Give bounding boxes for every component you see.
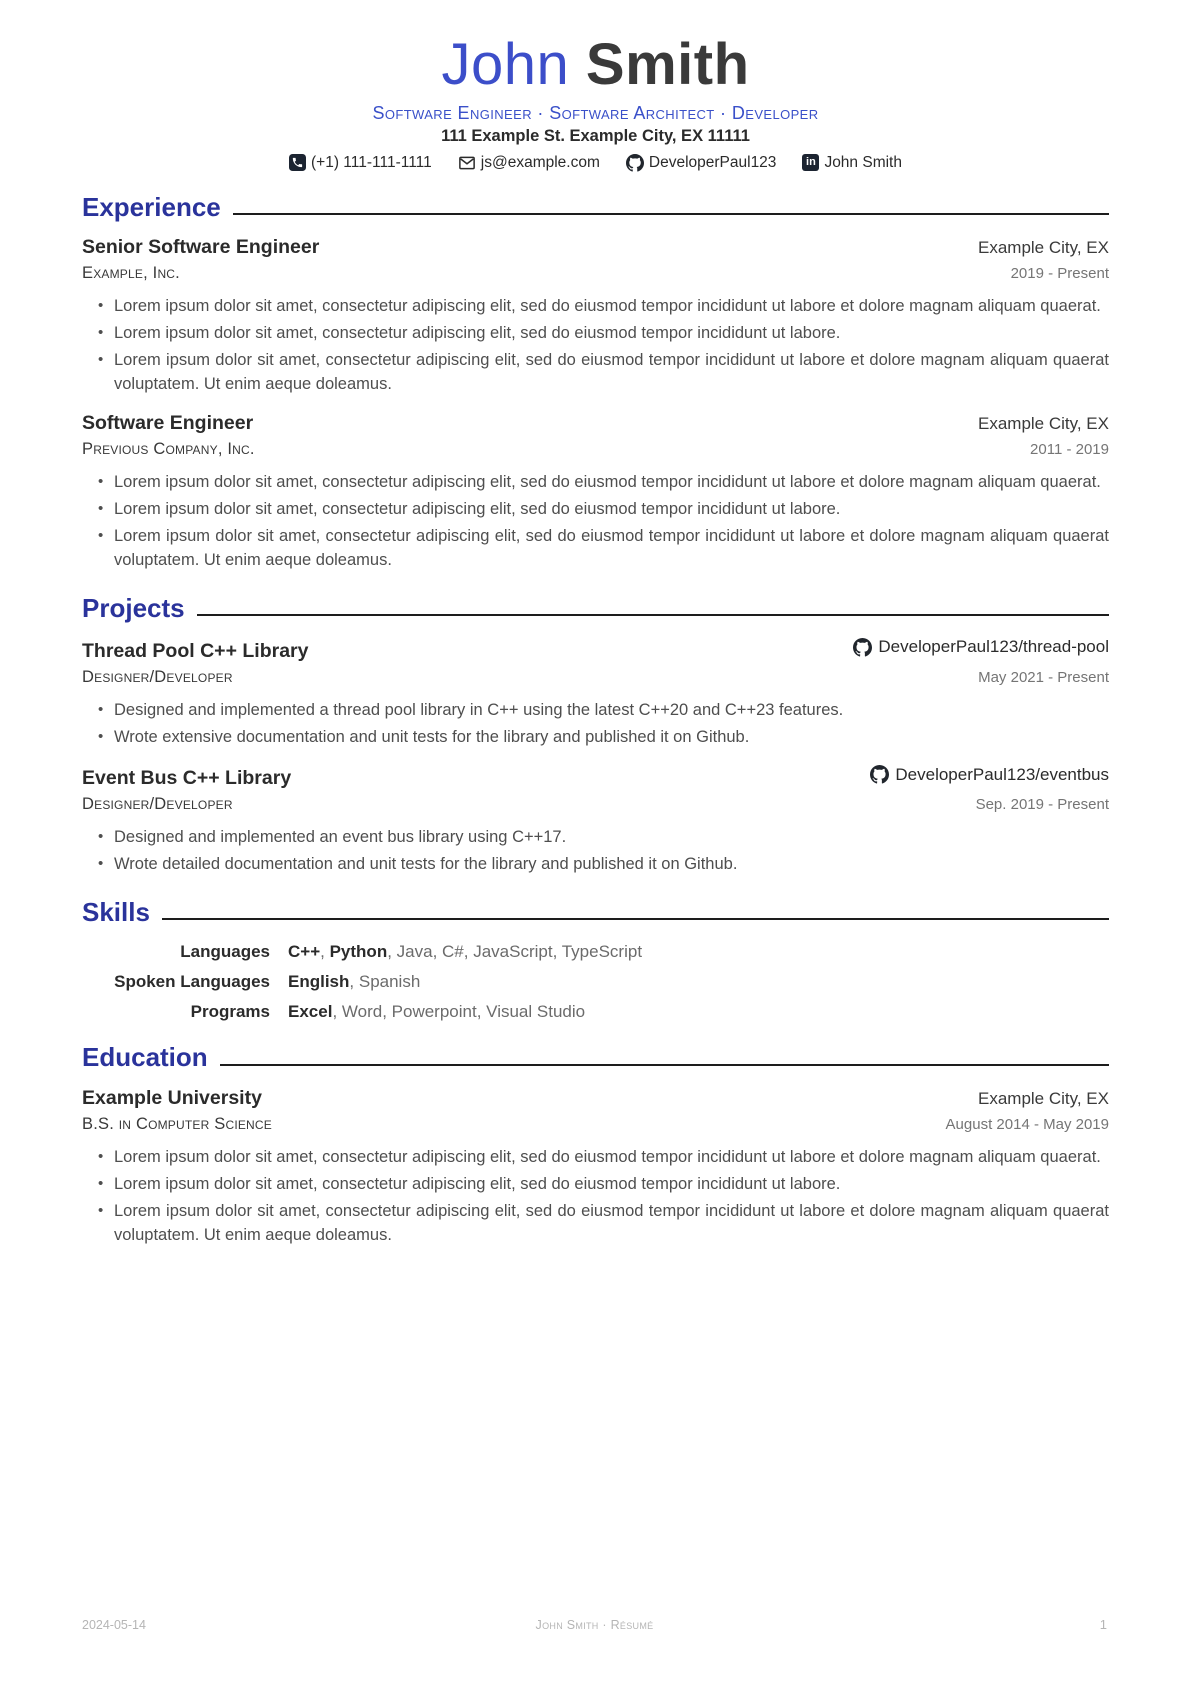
skill-row-values: C++, Python, Java, C#, JavaScript, TypeScript <box>288 942 643 962</box>
section-title: Projects <box>82 592 185 623</box>
job-dates: 2011 - 2019 <box>1030 440 1109 458</box>
bullet-item: • Lorem ipsum dolor sit amet, consectetur adipiscing elit, sed do eiusmod tempor incididunt ut labore et dolore magnam aliquam quaerat. <box>97 1146 1109 1170</box>
skills-table <box>82 942 1109 1022</box>
footer-title: John Smith · Résumé <box>535 1618 654 1632</box>
bullet-item: • Lorem ipsum dolor sit amet, consectetur adipiscing elit, sed do eiusmod tempor incididunt ut labore. <box>97 498 1109 522</box>
section-heading-experience <box>82 193 1109 222</box>
education-entry <box>82 1087 1109 1248</box>
bullet-item: • Lorem ipsum dolor sit amet, consectetur adipiscing elit, sed do eiusmod tempor incididunt ut labore et dolore magnam aliquam quaerat voluptatem. Ut enim aeque doleamus. <box>97 525 1109 573</box>
github-icon <box>853 638 872 657</box>
job-location: Example City, EX <box>977 413 1109 433</box>
linkedin-link[interactable] <box>802 154 902 172</box>
job-title: Software Engineer <box>82 411 254 434</box>
linkedin-name: John Smith <box>824 153 902 171</box>
page-footer <box>82 1617 1107 1632</box>
section-rule <box>233 213 1109 215</box>
skill-item: JavaScript <box>473 942 553 962</box>
project-role: Designer/Developer <box>82 667 233 686</box>
job-location: Example City, EX <box>977 238 1109 258</box>
github-username: DeveloperPaul123 <box>648 153 777 171</box>
bullet-item: • Lorem ipsum dolor sit amet, consectetur adipiscing elit, sed do eiusmod tempor incididunt ut labore et dolore magnam aliquam quaerat. <box>97 295 1109 319</box>
project-title: Thread Pool C++ Library <box>82 639 309 662</box>
skill-item: C# <box>442 942 464 962</box>
project-dates: May 2021 - Present <box>978 668 1109 686</box>
education-bullets <box>97 1146 1109 1248</box>
github-link[interactable] <box>626 154 777 172</box>
section-projects <box>82 594 1109 877</box>
skill-item: Visual Studio <box>486 1002 586 1022</box>
bullet-item: • Lorem ipsum dolor sit amet, consectetur adipiscing elit, sed do eiusmod tempor incididunt ut labore et dolore magnam aliquam quaerat voluptatem. Ut enim aeque doleamus. <box>97 1200 1109 1248</box>
skill-item: Python <box>329 942 388 962</box>
section-education <box>82 1043 1109 1247</box>
phone-link[interactable] <box>289 154 432 172</box>
project-dates: Sep. 2019 - Present <box>975 796 1109 814</box>
github-icon <box>626 154 644 172</box>
section-title: Experience <box>82 191 221 222</box>
school-location: Example City, EX <box>977 1089 1109 1109</box>
project-bullets <box>97 699 1109 750</box>
address-line: 111 Example St. Example City, EX 11111 <box>441 126 750 145</box>
bullet-item: • Designed and implemented a thread pool library in C++ using the latest C++20 and C++23 features. <box>97 699 1109 723</box>
section-rule <box>162 918 1109 920</box>
repo-name: DeveloperPaul123/eventbus <box>895 764 1109 784</box>
project-repo-link[interactable] <box>853 637 1109 657</box>
skill-row-values: Excel, Word, Powerpoint, Visual Studio <box>288 1002 586 1022</box>
project-entry <box>82 637 1109 749</box>
repo-name: DeveloperPaul123/thread-pool <box>878 637 1109 657</box>
section-rule <box>220 1064 1109 1066</box>
footer-page-number: 1 <box>1099 1617 1107 1632</box>
skill-row-label: Programs <box>190 1002 270 1022</box>
job-bullets <box>97 295 1109 397</box>
email-link[interactable] <box>458 154 600 172</box>
skill-item: Java <box>396 942 433 962</box>
degree-name: B.S. in Computer Science <box>82 1115 272 1134</box>
skill-item: Spanish <box>358 972 421 992</box>
section-heading-projects <box>82 594 1109 623</box>
project-role: Designer/Developer <box>82 795 233 814</box>
footer-date: 2024-05-14 <box>82 1618 146 1632</box>
contact-row <box>82 154 1109 172</box>
project-entry <box>82 765 1109 877</box>
phone-number: (+1) 111-111-1111 <box>311 153 432 171</box>
section-title: Skills <box>82 896 150 927</box>
project-bullets <box>97 826 1109 877</box>
section-heading-skills <box>82 898 1109 927</box>
bullet-item: • Lorem ipsum dolor sit amet, consectetur adipiscing elit, sed do eiusmod tempor incididunt ut labore. <box>97 1173 1109 1197</box>
phone-icon <box>289 154 306 171</box>
first-name: John <box>441 32 570 97</box>
section-heading-education <box>82 1043 1109 1072</box>
role-subtitle: Software Engineer · Software Architect · Developer <box>372 102 819 123</box>
skill-item: English <box>288 972 350 992</box>
company-name: Previous Company, Inc. <box>82 439 255 458</box>
experience-entry <box>82 412 1109 573</box>
email-icon <box>458 154 476 172</box>
job-title: Senior Software Engineer <box>82 236 320 259</box>
resume-header <box>82 34 1109 172</box>
experience-entry <box>82 236 1109 397</box>
section-rule <box>197 614 1109 616</box>
job-dates: 2019 - Present <box>1010 265 1109 283</box>
email-address: js@example.com <box>480 153 600 171</box>
bullet-item: • Wrote detailed documentation and unit tests for the library and published it on Github. <box>97 853 1109 877</box>
bullet-item: • Lorem ipsum dolor sit amet, consectetur adipiscing elit, sed do eiusmod tempor incididunt ut labore et dolore magnam aliquam quaerat voluptatem. Ut enim aeque doleamus. <box>97 349 1109 397</box>
skill-item: Powerpoint <box>391 1002 477 1022</box>
company-name: Example, Inc. <box>82 264 180 283</box>
last-name: Smith <box>585 32 750 97</box>
skill-row-label: Languages <box>180 942 270 962</box>
project-title: Event Bus C++ Library <box>82 767 292 790</box>
candidate-name <box>82 34 1109 97</box>
bullet-item: • Lorem ipsum dolor sit amet, consectetur adipiscing elit, sed do eiusmod tempor incididunt ut labore et dolore magnam aliquam quaerat. <box>97 471 1109 495</box>
bullet-item: • Wrote extensive documentation and unit tests for the library and published it on Github. <box>97 726 1109 750</box>
github-icon <box>870 765 889 784</box>
skill-item: C++ <box>288 942 321 962</box>
job-bullets <box>97 471 1109 573</box>
skill-row-label: Spoken Languages <box>114 972 270 992</box>
school-name: Example University <box>82 1087 262 1110</box>
linkedin-icon <box>802 154 819 171</box>
bullet-item: • Designed and implemented an event bus library using C++17. <box>97 826 1109 850</box>
skill-item: Word <box>341 1002 383 1022</box>
skill-item: TypeScript <box>561 942 643 962</box>
skill-row-values: English, Spanish <box>288 972 421 992</box>
skill-item: Excel <box>288 1002 333 1022</box>
bullet-item: • Lorem ipsum dolor sit amet, consectetur adipiscing elit, sed do eiusmod tempor incididunt ut labore. <box>97 322 1109 346</box>
role-label: Software Architect <box>549 102 715 123</box>
role-label: Developer <box>731 102 819 123</box>
section-skills <box>82 898 1109 1023</box>
section-title: Education <box>82 1042 208 1073</box>
project-repo-link[interactable] <box>870 765 1109 785</box>
education-dates: August 2014 - May 2019 <box>945 1116 1109 1134</box>
section-experience <box>82 193 1109 573</box>
role-label: Software Engineer <box>372 102 532 123</box>
